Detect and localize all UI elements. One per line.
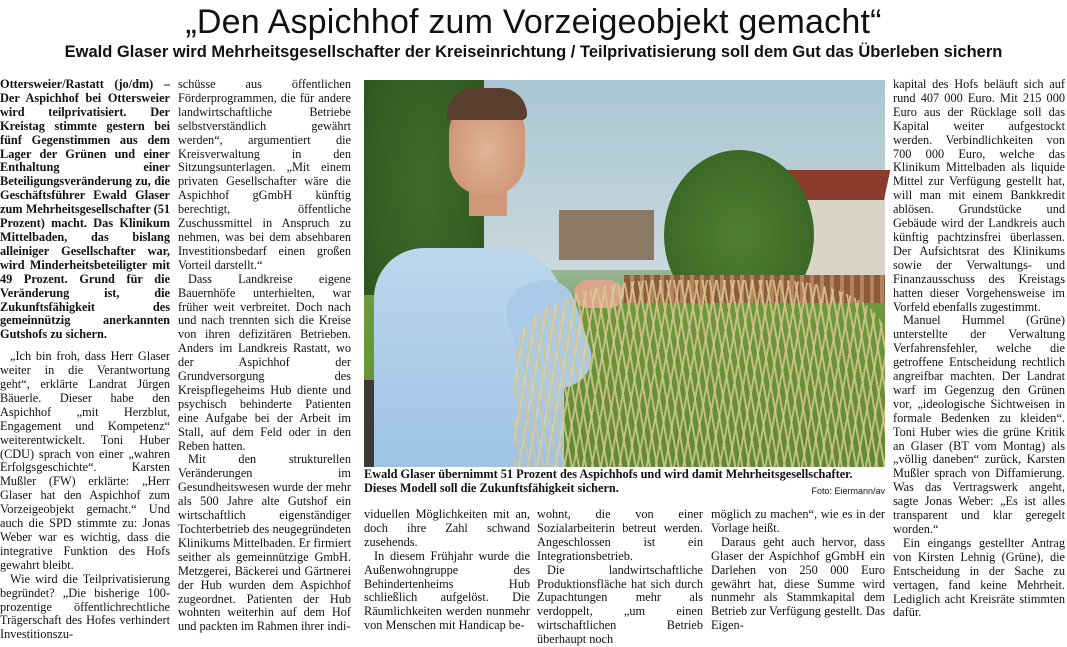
column-1 bbox=[0, 77, 170, 642]
paragraph: schüsse aus öffentlichen Förderprogrammen, die für andere landwirtschaftliche Betriebe selbstverständlich gewährt werden“, argumentiert die Kreisverwaltung in den Sitzungsunterlagen. „Mit einem privaten Gesellschafter wäre die Aspichhof gGmbH künftig berechtigt, öffentliche Zuschussmittel in Anspruch zu nehmen, was bei dem absehbaren Investitionsbedarf einen großen Vorteil darstellt.“ bbox=[178, 77, 351, 272]
column-3 bbox=[364, 508, 530, 632]
paragraph: Ein eingangs gestellter Antrag von Kirsten Lehnig (Grüne), die Entscheidung in der Sache zu vertagen, fand keine Mehrheit. Lediglich acht Kreisräte stimmten dafür. bbox=[893, 535, 1065, 620]
article-photo bbox=[364, 80, 885, 467]
column-4 bbox=[537, 507, 703, 647]
photo-barn bbox=[559, 210, 654, 260]
paragraph: Wie wird die Teilprivatisierung begründet? „Die bisherige 100-prozentige öffentlichrechtliche Trägerschaft des Hofes verhindert Investitionszu- bbox=[0, 571, 170, 642]
photo-caption-text: Ewald Glaser übernimmt 51 Prozent des Aspichhofs und wird damit Mehrheitsgesellschafter. Dieses Modell soll die Zukunftsfähigkeit sichern. bbox=[364, 467, 853, 495]
headline: „Den Aspichhof zum Vorzeigeobjekt gemacht“ bbox=[185, 3, 882, 41]
photo-person-hair bbox=[447, 88, 527, 120]
paragraph: Mit den strukturellen Veränderungen im Gesundheitswesen wurde der mehr als 500 Jahre alte Gutshof ein wirtschaftlich eigenständiger Tochterbetrieb des neugegründeten Klinikums Mittelbaden. Er firmiert seither als gemeinnützige GmbH. Metzgerei, Bäckerei und Gärtnerei der Hub wurden dem Aspichhof zugeordnet. Patienten der Hub wohnten weiterhin auf dem Hof und packten im Rahmen ihrer indi- bbox=[178, 452, 351, 634]
lead-paragraph: Ottersweier/Rastatt (jo/dm) – Der Aspichhof bei Ottersweier wird teilprivatisiert. Der Kreistag stimmte gestern bei fünf Gegenstimmen aus dem Lager der Grünen und einer Enthaltung einer Beteiligungsveränderung zu, die Geschäftsführer Ewald Glaser zum Mehrheitsgesellschafter (51 Prozent) macht. Das Klinikum Mittelbaden, das bislang alleiniger Gesellschafter war, wird Minderheitsbeteiligter mit 49 Prozent. Grund für die Veränderung ist, die Zukunftsfähigkeit des gemeinnützig anerkannten Gutshofs zu sichern. bbox=[0, 77, 170, 342]
paragraph: „Ich bin froh, dass Herr Glaser weiter in die Verantwortung geht“, erklärte Landrat Jürgen Bäuerle. Dieser habe den Aspichhof „mit Herzblut, Engagement und Kompetenz“ weiterentwickelt. Toni Huber (CDU) sprach von einer „wahren Erfolgsgeschichte“. Karsten Mußler (FW) erklärte: „Herr Glaser hat den Aspichhof zum Vorzeigeobjekt gemacht.“ Und auch die SPD stimmte zu: Jonas Weber war es wichtig, dass die integrative Funktion des Hofs gewahrt bleibt. bbox=[0, 349, 170, 572]
paragraph: Daraus geht auch hervor, dass Glaser der Aspichhof gGmbH ein Darlehen von 250 000 Euro gewährt hat, diese Summe wird nunmehr als Stammkapital dem Betrieb zur Verfügung gestellt. Das Eigen- bbox=[711, 534, 885, 633]
paragraph: wohnt, die von einer Sozialarbeiterin betreut werden. Angeschlossen ist ein Integrationsbetrieb. bbox=[537, 507, 703, 563]
photo-credit: Foto: Eiermann/av bbox=[811, 486, 885, 496]
column-6 bbox=[893, 78, 1065, 632]
paragraph: Die landwirtschaftliche Produktionsfläche hat sich durch Zupachtungen mehr als verdoppelt, „um einen wirtschaftlichen Betrieb überhaupt noch bbox=[537, 562, 703, 647]
column-2 bbox=[178, 78, 351, 632]
photo-grain-field bbox=[514, 280, 885, 467]
column-5 bbox=[711, 508, 885, 632]
paragraph: kapital des Hofs beläuft sich auf rund 407 000 Euro. Mit 215 000 Euro aus der Rücklage soll das Kapital weiter aufgestockt werden. Verbindlichkeiten von 700 000 Euro, welche das Klinikum Mittelbaden als liquide Mittel zur Verfügung gestellt hat, will man mit einem Bankkredit ablösen. Grundstücke und Gebäude wird der Landkreis auch künftig pachtzinsfrei überlassen. Der Aufsichtsrat des Klinikums sowie der Verwaltungs- und Finanzausschuss des Kreistags hatten dieser Vorgehensweise im Vorfeld ebenfalls zugestimmt. bbox=[893, 77, 1065, 314]
paragraph: Manuel Hummel (Grüne) unterstellte der Verwaltung Verfahrensfehler, welche die getroffene Entscheidung rechtlich angreifbar machten. Der Landrat warf im Gegenzug den Grünen vor, „ideologische Sichtweisen in formale Bedenken zu kleiden“. Toni Huber wies die grüne Kritik an Glaser (BT vom Montag) als „völlig daneben“ zurück, Karsten Mußler sprach von Diffamierung. Was das Vertragswerk angeht, sagte Jonas Weber: „Es ist alles transparent und klar geregelt worden.“ bbox=[893, 313, 1065, 536]
paragraph: Dass Landkreise eigene Bauernhöfe unterhielten, war früher weit verbreitet. Doch nach und nach trennten sich die Kreise von ihren defizitären Betrieben. Anders im Landkreis Rastatt, wo der Aspichhof der Grundversorgung des Kreispflegeheims Hub diente und psychisch behinderte Patienten eine Aufgabe bei der Arbeit im Stall, auf dem Feld oder in den Reben hatten. bbox=[178, 271, 351, 453]
paragraph: viduellen Möglichkeiten mit an, doch ihre Zahl schwand zusehends. bbox=[364, 507, 530, 549]
paragraph: In diesem Frühjahr wurde die Außenwohngruppe des Behindertenheims Hub schließlich aufgelöst. Die Räumlichkeiten werden nunmehr von Menschen mit Handicap be- bbox=[364, 548, 530, 633]
paragraph: möglich zu machen“, wie es in der Vorlage heißt. bbox=[711, 507, 885, 535]
subheadline: Ewald Glaser wird Mehrheitsgesellschafter der Kreiseinrichtung / Teilprivatisierung soll dem Gut das Überleben sichern bbox=[64, 43, 1003, 61]
